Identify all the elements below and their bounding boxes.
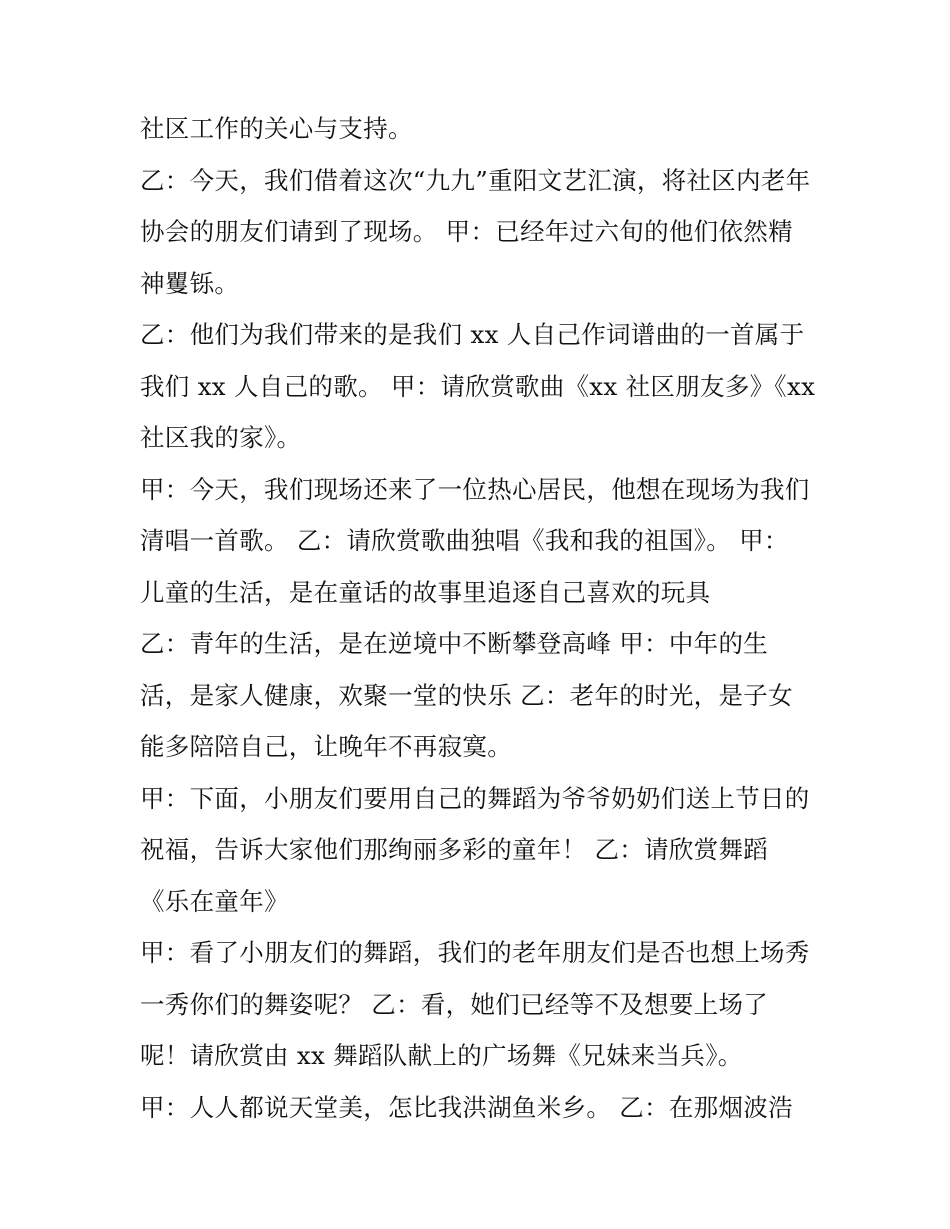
text-line: 神矍铄。 <box>140 268 240 298</box>
text-line: 祝福，告诉大家他们那绚丽多彩的童年！ 乙：请欣赏舞蹈 <box>140 835 769 864</box>
text-line: 儿童的生活，是在童话的故事里追逐自己喜欢的玩具 <box>140 577 711 607</box>
text-line: 甲：今天，我们现场还来了一位热心居民，他想在现场为我们 <box>140 474 810 504</box>
text-line: 乙：青年的生活，是在逆境中不断攀登高峰 甲：中年的生 <box>140 629 769 658</box>
text-line: 乙：今天，我们借着这次“九九”重阳文艺汇演，将社区内老年 <box>140 165 811 195</box>
text-line: 一秀你们的舞姿呢？ 乙：看，她们已经等不及想要上场了 <box>140 989 769 1019</box>
text-line: 我们 xx 人自己的歌。 甲：请欣赏歌曲《xx 社区朋友多》《xx <box>140 371 816 401</box>
text-line: 《乐在童年》 <box>140 886 289 916</box>
text-line: 社区工作的关心与支持。 <box>140 114 413 143</box>
text-line: 社区我的家》。 <box>140 423 302 452</box>
text-line: 活，是家人健康，欢聚一堂的快乐 乙：老年的时光，是子女 <box>140 680 793 710</box>
text-line: 协会的朋友们请到了现场。 甲：已经年过六旬的他们依然精 <box>140 217 793 246</box>
text-line: 清唱一首歌。 乙：请欣赏歌曲独唱《我和我的祖国》。 甲： <box>140 526 789 555</box>
text-line: 甲：人人都说天堂美，怎比我洪湖鱼米乡。 乙：在那烟波浩 <box>140 1092 793 1122</box>
text-line: 乙：他们为我们带来的是我们 xx 人自己作词谱曲的一首属于 <box>140 320 805 349</box>
text-line: 呢！请欣赏由 xx 舞蹈队献上的广场舞《兄妹来当兵》。 <box>140 1041 743 1070</box>
text-line: 甲：下面，小朋友们要用自己的舞蹈为爷爷奶奶们送上节日的 <box>140 783 810 813</box>
script-text <box>140 106 830 1136</box>
text-line: 能多陪陪自己，让晚年不再寂寞。 <box>140 732 512 761</box>
text-line: 甲：看了小朋友们的舞蹈，我们的老年朋友们是否也想上场秀 <box>140 938 810 967</box>
